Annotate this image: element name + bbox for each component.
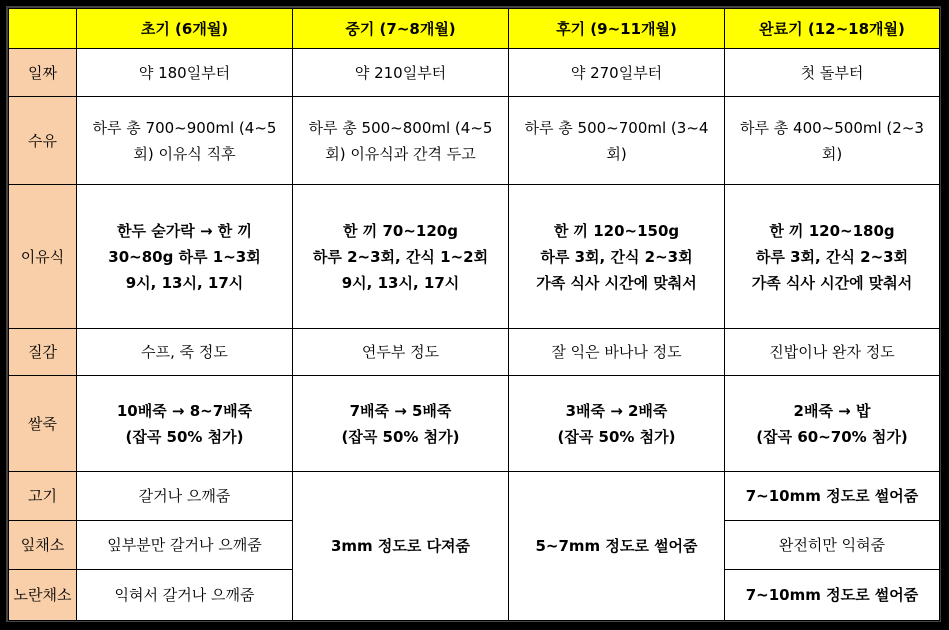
cell-line: 하루 총 500~800ml (4~5 bbox=[308, 118, 493, 137]
cell-texture-late: 잘 익은 바나나 정도 bbox=[509, 329, 725, 376]
cell-feeding-early bbox=[77, 97, 293, 185]
row-porridge bbox=[9, 376, 940, 472]
row-feeding bbox=[9, 97, 940, 185]
weaning-schedule-table bbox=[8, 8, 940, 621]
cell-line: 회) bbox=[821, 144, 843, 163]
cell-texture-early: 수프, 죽 정도 bbox=[77, 329, 293, 376]
cell-line: 한 끼 70~120g bbox=[343, 221, 458, 240]
cell-date-middle: 약 210일부터 bbox=[293, 49, 509, 97]
cell-porridge-early bbox=[77, 376, 293, 472]
row-label-porridge: 쌀죽 bbox=[9, 376, 77, 472]
cell-yellow-complete: 7~10mm 정도로 썰어줌 bbox=[725, 570, 940, 621]
cell-texture-complete: 진밥이나 완자 정도 bbox=[725, 329, 940, 376]
header-late: 후기 (9~11개월) bbox=[509, 9, 725, 49]
row-date bbox=[9, 49, 940, 97]
cell-line: (잡곡 60~70% 첨가) bbox=[756, 427, 908, 446]
cell-line: 7배죽 → 5배죽 bbox=[349, 401, 452, 420]
cell-line: 하루 3회, 간식 2~3회 bbox=[540, 247, 693, 266]
cell-feeding-late bbox=[509, 97, 725, 185]
header-row bbox=[9, 9, 940, 49]
cell-date-early: 약 180일부터 bbox=[77, 49, 293, 97]
cell-vegmeat-middle-merged: 3mm 정도로 다져줌 bbox=[293, 472, 509, 621]
cell-line: 한두 숟가락 → 한 끼 bbox=[117, 221, 252, 240]
row-label-yellow: 노란채소 bbox=[9, 570, 77, 621]
cell-line: 가족 식사 시간에 맞춰서 bbox=[751, 273, 913, 292]
cell-line: 3배죽 → 2배죽 bbox=[565, 401, 668, 420]
cell-line: (잡곡 50% 첨가) bbox=[557, 427, 676, 446]
cell-weaning-complete bbox=[725, 185, 940, 329]
cell-line: 회) 이유식 직후 bbox=[133, 144, 236, 163]
header-corner-cell bbox=[9, 9, 77, 49]
cell-line: (잡곡 50% 첨가) bbox=[341, 427, 460, 446]
row-label-leafy: 잎채소 bbox=[9, 521, 77, 570]
header-middle: 중기 (7~8개월) bbox=[293, 9, 509, 49]
cell-vegmeat-late-merged: 5~7mm 정도로 썰어줌 bbox=[509, 472, 725, 621]
cell-meat-early: 갈거나 으깨줌 bbox=[77, 472, 293, 521]
cell-line: 9시, 13시, 17시 bbox=[125, 273, 244, 292]
header-early: 초기 (6개월) bbox=[77, 9, 293, 49]
cell-line: (잡곡 50% 첨가) bbox=[125, 427, 244, 446]
cell-porridge-late bbox=[509, 376, 725, 472]
cell-weaning-early bbox=[77, 185, 293, 329]
cell-feeding-middle bbox=[293, 97, 509, 185]
row-label-texture: 질감 bbox=[9, 329, 77, 376]
cell-line: 한 끼 120~150g bbox=[553, 221, 680, 240]
row-texture bbox=[9, 329, 940, 376]
cell-line: 회) 이유식과 간격 두고 bbox=[325, 144, 476, 163]
cell-yellow-early: 익혀서 갈거나 으깨줌 bbox=[77, 570, 293, 621]
cell-line: 하루 3회, 간식 2~3회 bbox=[755, 247, 909, 266]
cell-line: 하루 총 700~900ml (4~5 bbox=[92, 118, 277, 137]
cell-date-late: 약 270일부터 bbox=[509, 49, 725, 97]
cell-leafy-complete: 완전히만 익혀줌 bbox=[725, 521, 940, 570]
row-meat bbox=[9, 472, 940, 521]
cell-date-complete: 첫 돌부터 bbox=[725, 49, 940, 97]
cell-line: 가족 식사 시간에 맞춰서 bbox=[536, 273, 697, 292]
cell-leafy-early: 잎부분만 갈거나 으깨줌 bbox=[77, 521, 293, 570]
row-label-date: 일짜 bbox=[9, 49, 77, 97]
cell-line: 한 끼 120~180g bbox=[769, 221, 895, 240]
cell-line: 10배죽 → 8~7배죽 bbox=[116, 401, 253, 420]
row-label-weaning: 이유식 bbox=[9, 185, 77, 329]
cell-line: 2배죽 → 밥 bbox=[793, 401, 871, 420]
cell-weaning-middle bbox=[293, 185, 509, 329]
cell-porridge-complete bbox=[725, 376, 940, 472]
cell-weaning-late bbox=[509, 185, 725, 329]
cell-line: 하루 총 500~700ml (3~4 bbox=[524, 118, 709, 137]
weaning-schedule-table-frame bbox=[8, 8, 939, 620]
cell-texture-middle: 연두부 정도 bbox=[293, 329, 509, 376]
cell-feeding-complete bbox=[725, 97, 940, 185]
cell-line: 회) bbox=[606, 144, 627, 163]
cell-line: 하루 총 400~500ml (2~3 bbox=[740, 118, 924, 137]
row-label-feeding: 수유 bbox=[9, 97, 77, 185]
header-complete: 완료기 (12~18개월) bbox=[725, 9, 940, 49]
row-weaning bbox=[9, 185, 940, 329]
cell-line: 하루 2~3회, 간식 1~2회 bbox=[312, 247, 489, 266]
cell-porridge-middle bbox=[293, 376, 509, 472]
row-label-meat: 고기 bbox=[9, 472, 77, 521]
cell-meat-complete: 7~10mm 정도로 썰어줌 bbox=[725, 472, 940, 521]
cell-line: 9시, 13시, 17시 bbox=[341, 273, 460, 292]
cell-line: 30~80g 하루 1~3회 bbox=[108, 247, 261, 266]
